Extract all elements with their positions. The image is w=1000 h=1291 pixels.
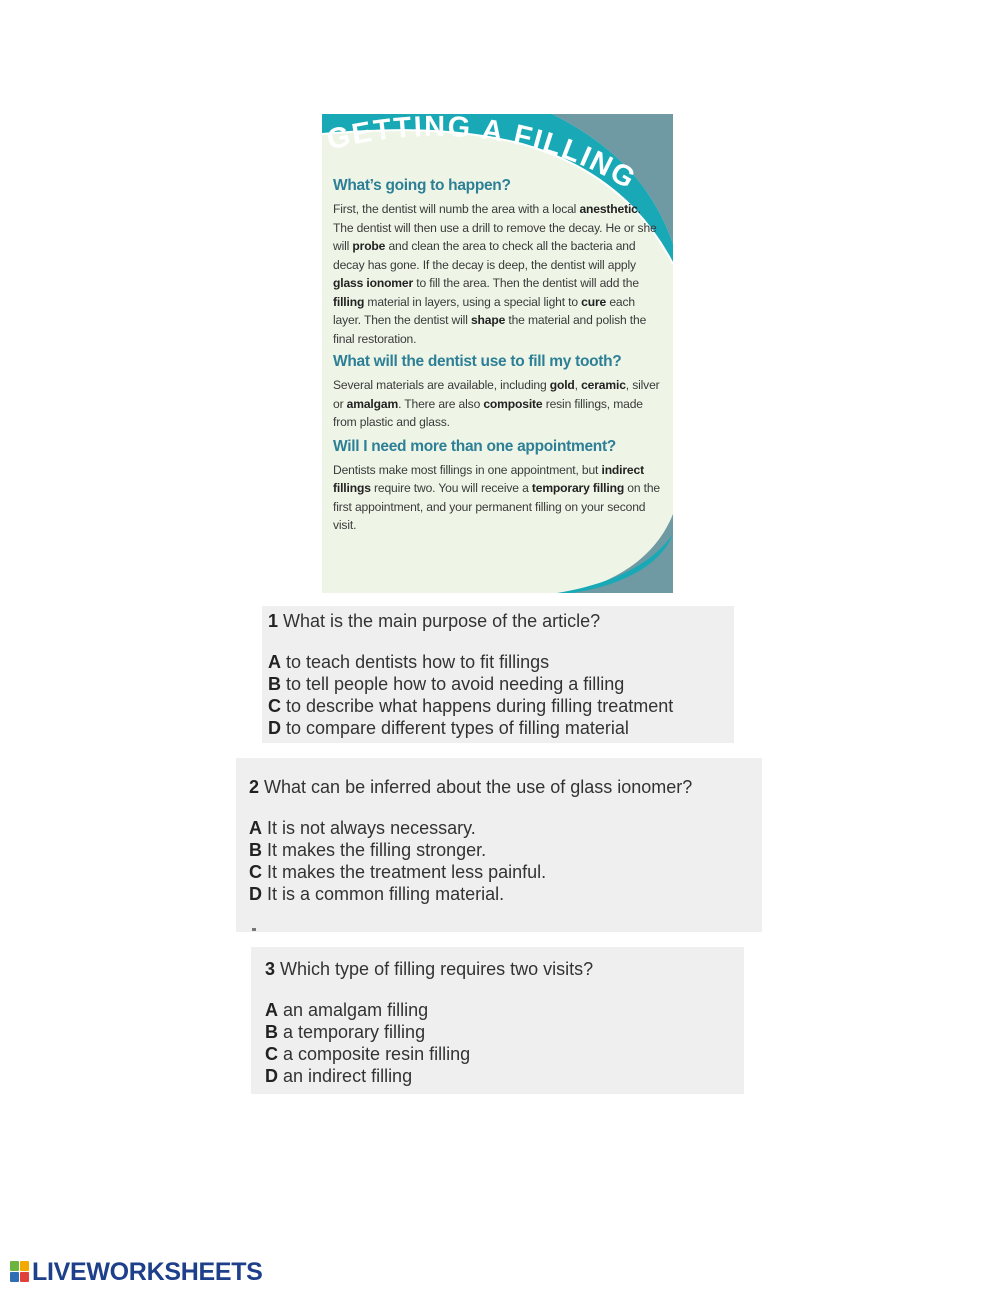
answer-option-b[interactable] xyxy=(265,1021,593,1043)
option-text: to tell people how to avoid needing a filling xyxy=(286,674,625,694)
option-letter: C xyxy=(265,1044,278,1064)
question-text: What is the main purpose of the article? xyxy=(283,611,601,631)
option-letter: C xyxy=(268,696,281,716)
answer-option-c[interactable] xyxy=(268,695,673,717)
question-box-1 xyxy=(262,606,734,743)
answer-option-a[interactable] xyxy=(265,999,593,1021)
answer-option-d[interactable] xyxy=(249,883,692,905)
question-prompt xyxy=(268,610,673,632)
option-letter: A xyxy=(268,652,281,672)
question-prompt xyxy=(265,958,593,980)
answer-option-b[interactable] xyxy=(268,673,673,695)
option-text: It is not always necessary. xyxy=(267,818,476,838)
answer-option-c[interactable] xyxy=(249,861,692,883)
question-number: 2 xyxy=(249,777,260,797)
option-letter: C xyxy=(249,862,262,882)
option-letter: D xyxy=(249,884,262,904)
question-text: Which type of filling requires two visits? xyxy=(280,959,594,979)
question-box-2 xyxy=(236,758,762,932)
option-letter: B xyxy=(249,840,262,860)
section-heading-materials: What will the dentist use to fill my tooth? xyxy=(333,353,622,370)
answer-option-b[interactable] xyxy=(249,839,692,861)
section-paragraph-what-happens: First, the dentist will numb the area with a local anesthetic. The dentist will then use a drill to remove the decay. He or she will probe and clean the area to check all the bacteria and decay has gone. If the decay is deep, the dentist will apply glass ionomer to fill the area. Then the dentist will add the filling material in layers, using a special light to cure each layer. Then the dentist will shape the material and polish the final restoration. xyxy=(333,202,657,346)
option-letter: A xyxy=(249,818,262,838)
answer-option-a[interactable] xyxy=(249,817,692,839)
answer-option-d[interactable] xyxy=(268,717,673,739)
article-title: GETTING A FILLING xyxy=(324,114,642,197)
option-text: a temporary filling xyxy=(283,1022,426,1042)
option-text: to describe what happens during filling treatment xyxy=(286,696,674,716)
option-letter: B xyxy=(265,1022,278,1042)
section-heading-what-happens: What’s going to happen? xyxy=(333,177,511,194)
option-text: to teach dentists how to fit fillings xyxy=(286,652,550,672)
section-paragraph-materials: Several materials are available, including gold, ceramic, silver or amalgam. There are also composite resin fillings, made from plastic and glass. xyxy=(333,378,660,429)
article-card xyxy=(322,114,673,593)
section-heading-appointments: Will I need more than one appointment? xyxy=(333,437,616,455)
option-text: to compare different types of filling material xyxy=(286,718,629,738)
answer-option-c[interactable] xyxy=(265,1043,593,1065)
question-number: 3 xyxy=(265,959,276,979)
option-text: It is a common filling material. xyxy=(267,884,505,904)
question-box-3 xyxy=(251,947,744,1094)
stray-mark xyxy=(252,928,256,931)
question-text: What can be inferred about the use of glass ionomer? xyxy=(264,777,693,797)
option-text: an amalgam filling xyxy=(283,1000,429,1020)
question-number: 1 xyxy=(268,611,279,631)
option-letter: B xyxy=(268,674,281,694)
question-prompt xyxy=(249,776,692,798)
option-text: It makes the filling stronger. xyxy=(267,840,487,860)
option-text: a composite resin filling xyxy=(283,1044,471,1064)
answer-option-a[interactable] xyxy=(268,651,673,673)
option-text: an indirect filling xyxy=(283,1066,413,1086)
option-letter: D xyxy=(268,718,281,738)
option-letter: A xyxy=(265,1000,278,1020)
answer-option-d[interactable] xyxy=(265,1065,593,1087)
option-text: It makes the treatment less painful. xyxy=(267,862,547,882)
option-letter: D xyxy=(265,1066,278,1086)
logo-mark-icon xyxy=(10,1261,30,1283)
logo-text: LIVEWORKSHEETS xyxy=(32,1258,263,1286)
section-paragraph-appointments: Dentists make most fillings in one appointment, but indirect fillings require two. You will receive a temporary filling on the first appointment, and your permanent filling on your second visit. xyxy=(333,462,661,532)
